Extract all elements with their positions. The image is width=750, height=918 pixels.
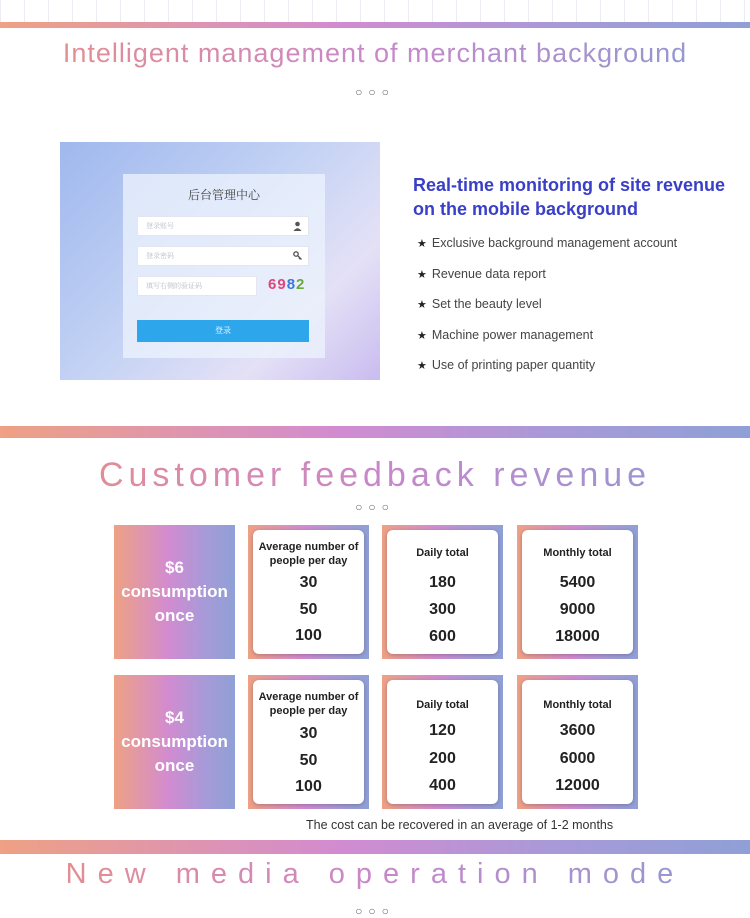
card-daily-total — [382, 675, 503, 809]
section-heading-new-media: New media operation mode — [0, 858, 750, 891]
captcha-char-b: 8 — [286, 276, 297, 293]
key-icon — [293, 251, 302, 261]
star-icon: ★ — [417, 299, 427, 311]
section-heading-feedback: Customer feedback revenue — [0, 456, 750, 495]
feature-label: Revenue data report — [431, 266, 546, 281]
card-heading: Average number of people per day — [258, 541, 359, 567]
login-panel — [123, 174, 325, 358]
captcha-char-c: 2 — [296, 276, 306, 293]
card-avg-people — [248, 675, 369, 809]
admin-login-screenshot — [60, 142, 380, 380]
card-value: 12000 — [555, 777, 600, 794]
card-daily-total — [382, 525, 503, 659]
feature-item — [417, 297, 677, 328]
feature-label: Set the beauty level — [431, 297, 542, 311]
card-avg-people — [248, 525, 369, 659]
card-heading: Monthly total — [543, 699, 612, 711]
card-value: 6000 — [559, 750, 596, 767]
section-divider-band — [0, 426, 750, 438]
username-field[interactable] — [137, 216, 309, 236]
card-value: 30 — [299, 725, 318, 742]
login-button[interactable]: 登录 — [137, 320, 309, 342]
password-field[interactable] — [137, 246, 309, 266]
feature-label: Use of printing paper quantity — [431, 358, 596, 372]
captcha-field[interactable] — [137, 276, 257, 296]
card-value: 180 — [429, 574, 456, 591]
card-value: 5400 — [559, 574, 596, 591]
card-value: 9000 — [559, 601, 596, 618]
card-heading: Monthly total — [543, 547, 612, 559]
price-label-4: $4 consumption once — [114, 675, 235, 809]
captcha-char-a: 69 — [268, 276, 287, 293]
username-placeholder: 登录账号 — [146, 223, 174, 230]
feature-title: Real-time monitoring of site revenue on the mobile background — [413, 175, 726, 219]
feature-label: Exclusive background management account — [431, 236, 678, 250]
card-value: 18000 — [555, 628, 600, 645]
price-label-6: $6 consumption once — [114, 525, 235, 659]
feature-item — [417, 236, 677, 267]
feature-label: Machine power management — [431, 327, 594, 342]
card-value: 400 — [429, 777, 456, 794]
star-icon: ★ — [417, 238, 427, 250]
heading-dots: ○○○ — [355, 904, 395, 918]
cost-recovery-note: The cost can be recovered in an average of 1-2 months — [306, 818, 614, 832]
card-heading: Average number of people per day — [258, 691, 359, 717]
heading-dots: ○○○ — [355, 85, 395, 99]
section-heading-management: Intelligent management of merchant background — [0, 38, 750, 69]
card-heading: Daily total — [416, 547, 469, 559]
star-icon: ★ — [417, 268, 427, 281]
top-grid-strip — [0, 0, 750, 22]
password-placeholder: 登录密码 — [146, 253, 174, 260]
card-heading: Daily total — [416, 699, 469, 711]
feature-item — [417, 328, 677, 359]
card-monthly-total — [517, 675, 638, 809]
section-divider-band — [0, 840, 750, 854]
card-value: 100 — [295, 778, 322, 795]
top-gradient-band — [0, 22, 750, 28]
star-icon: ★ — [417, 360, 427, 372]
star-icon: ★ — [417, 329, 427, 342]
card-value: 50 — [299, 752, 318, 769]
card-value: 100 — [295, 627, 322, 644]
captcha-placeholder: 填写右侧的验证码 — [146, 283, 202, 290]
feature-item — [417, 358, 677, 389]
card-monthly-total — [517, 525, 638, 659]
card-value: 3600 — [559, 722, 596, 739]
card-value: 600 — [429, 628, 456, 645]
card-value: 300 — [429, 601, 456, 618]
login-title: 后台管理中心 — [187, 188, 260, 202]
card-value: 200 — [429, 750, 456, 767]
captcha-image — [268, 276, 305, 293]
heading-dots: ○○○ — [355, 500, 395, 514]
card-value: 120 — [429, 722, 456, 739]
card-value: 50 — [299, 601, 318, 618]
card-value: 30 — [299, 574, 318, 591]
feature-item — [417, 267, 677, 298]
feature-list — [417, 236, 677, 389]
user-icon — [293, 221, 302, 231]
